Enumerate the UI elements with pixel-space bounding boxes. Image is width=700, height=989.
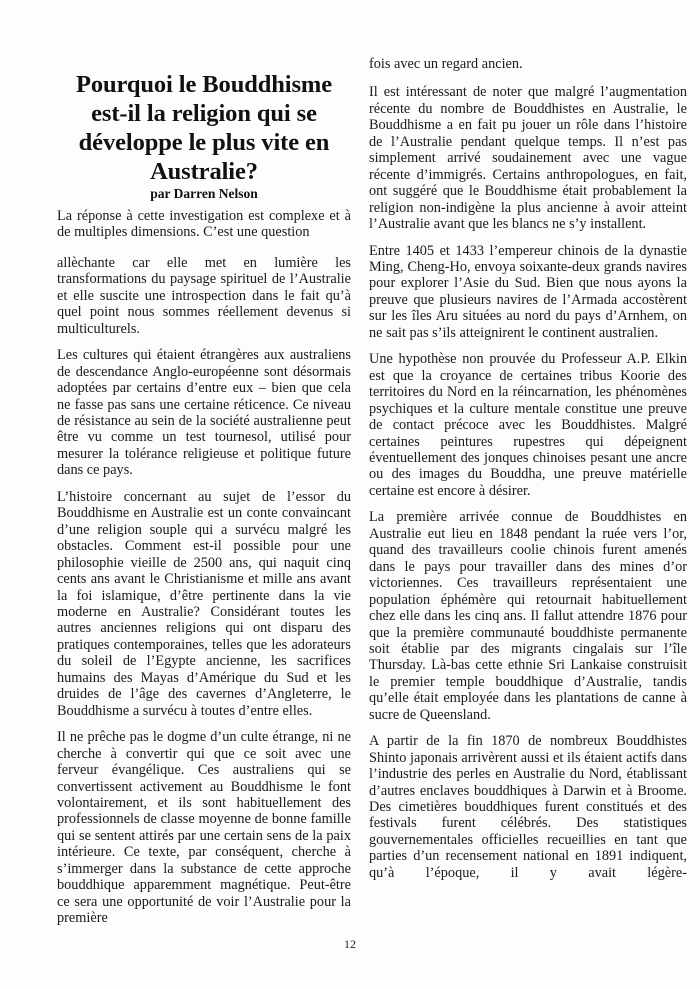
- paragraph: Entre 1405 et 1433 l’empereur chinois de la dynastie Ming, Cheng-Ho, envoya soixante-deux grands navires pour explorer l’Asie du Sud. Bien que nous ayons la preuve que plusieurs navires de l’Armada accostèrent sur les îles Aru situées au nord du pays d’Arnhem, on ne sait pas s’ils atteignirent le continent australien.: [369, 242, 687, 341]
- paragraph: fois avec un regard ancien.: [369, 56, 523, 72]
- paragraph: A partir de la fin 1870 de nombreux Bouddhistes Shinto japonais arrivèrent aussi et ils étaient actifs dans l’industrie des perles en Australie du Nord, établissant d’autres enclaves bouddhiques à Darwin et à Broome. Des cimetières bouddhiques furent constitués et des festivals furent célébrés. Des statistiques gouvernementales officielles recueillies en tant que parties d’un recensement national en 1891 indiquent, qu’à l’époque, il y avait légère-: [369, 733, 687, 881]
- paragraph: Une hypothèse non prouvée du Professeur A.P. Elkin est que la croyance de certaines tribus Koorie des territoires du Nord en la réincarnation, les phénomènes psychiques et la culture mentale constitue une preuve de contact précoce avec les Bouddhistes. Malgré certaines peintures rupestres qui dépeignent éventuellement des jonques chinoises pesant une ancre ou des images du Bouddha, une preuve matérielle certaine est encore à désirer.: [369, 351, 687, 499]
- paragraph: La première arrivée connue de Bouddhistes en Australie eut lieu en 1848 pendant la ruée vers l’or, quand des travailleurs coolie chinois furent amenés dans le pays pour travailler dans des mines d’or victoriennes. Ces travailleurs représentaient une population éphémère qui retournait habituellement chez elle dans les cinq ans. Il fallut attendre 1876 pour que la première communauté bouddhiste permanente soit établie par des migrants cingalais sur l’île Thursday. Là-bas cette ethnie Sri Lankaise construisit le premier temple bouddhique d’Australie, tandis qu’elle était employée dans les plantations de canne à sucre de Queensland.: [369, 509, 687, 723]
- paragraph: Il est intéressant de noter que malgré l’augmentation récente du nombre de Bouddhistes en Australie, le Bouddhisme a en fait pu jouer un rôle dans l’histoire de l’Australie pendant quelque temps. Il n’est pas simplement arrivé soudainement avec une vague récente d’immigrés. Certains anthropologues, en fait, ont suggéré que le Bouddhisme était probablement la religion non-indigène la plus ancienne à avoir atteint l’Australie avant que les blancs ne s’y installent.: [369, 84, 687, 233]
- left-column: [57, 70, 351, 937]
- paragraph: La réponse à cette investigation est complexe et à de multiples dimensions. C’est une question: [57, 208, 351, 241]
- article-title: Pourquoi le Bouddhisme est-il la religion qui se développe le plus vite en Australie?: [75, 71, 333, 185]
- article-byline: par Darren Nelson: [150, 186, 258, 201]
- paragraph: allèchante car elle met en lumière les transformations du paysage spirituel de l’Australie et elle suscite une introspection dans le fait qu’à quel point nous sommes réellement devenus si multiculturels.: [57, 254, 351, 337]
- paragraph: L’histoire concernant au sujet de l’essor du Bouddhisme en Australie est un conte convaincant d’une religion souple qui a survécu malgré les obstacles. Comment est-il possible pour une philosophie vieille de 2500 ans, qui naquit cinq cents ans avant le Christianisme et mille ans avant la foi islamique, d’être pertinente dans la vie moderne en Australie? Considérant toutes les autres anciennes religions qui ont disparu des pratiques contemporaines, telles que les adorateurs du soleil de l’Egypte ancienne, les sacrifices humains des Mayas d’Amérique du Sud et les druides de l’âge des cavernes d’Angleterre, le Bouddhisme a survécu à toutes d’entre elles.: [57, 488, 351, 719]
- right-column: [369, 56, 687, 891]
- page-number: 12: [344, 937, 356, 951]
- paragraph: Les cultures qui étaient étrangères aux australiens de descendance Anglo-européenne sont désormais adoptées par certains d’entre eux – bien que cela ne fasse pas sans une certaine réticence. Ce niveau de résistance au sein de la société australienne peut être vu comme un test tournesol, utilisé pour mesurer la tolérance religieuse et politique future dans ce pays.: [57, 347, 351, 479]
- paragraph: Il ne prêche pas le dogme d’un culte étrange, ni ne cherche à convertir qui que ce soit avec une ferveur évangélique. Ces australiens qui se convertissent activement au Bouddhisme le font volontairement, et ils sont habituellement des professionnels de classe moyenne de bonne famille qui se sentent attirés par une certain sens de la paix intérieure. Ce texte, par conséquent, cherche à s’immerger dans la substance de cette approche bouddhique apparemment magnétique. Peut-être ce sera une opportunité de voir l’Australie pour la première: [57, 729, 351, 927]
